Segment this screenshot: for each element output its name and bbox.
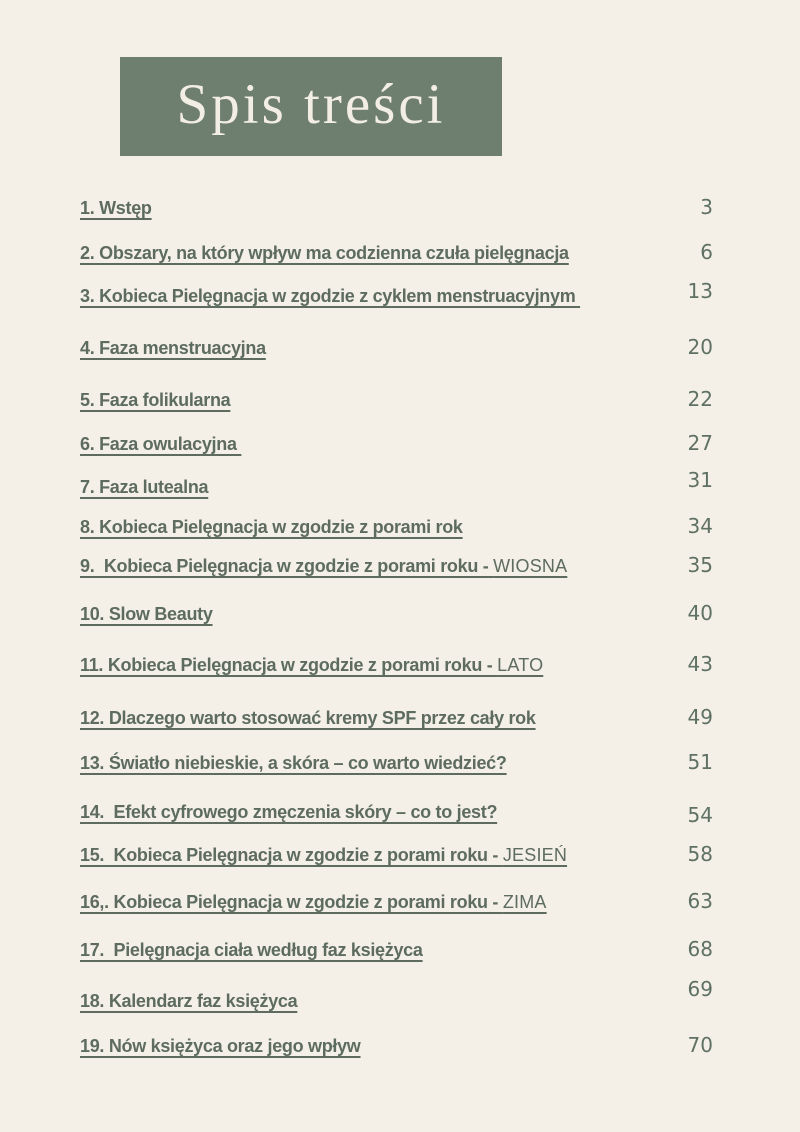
toc-item-label[interactable] [80,197,152,219]
toc-item[interactable] [80,336,713,359]
toc-item[interactable] [80,890,713,913]
toc-item-text: 3. Kobieca Pielęgnacja w zgodzie z cyklem menstruacyjnym [80,286,581,306]
toc-item[interactable] [80,279,713,307]
toc-item[interactable] [80,468,713,498]
toc-item[interactable] [80,388,713,411]
toc-item-label[interactable] [80,555,567,577]
toc-item-page-number: 40 [687,601,713,625]
toc-item[interactable] [80,602,713,625]
toc-item[interactable] [80,800,713,827]
toc-item[interactable] [80,196,713,219]
toc-list [80,0,713,1132]
toc-item-text: 11. Kobieca Pielęgnacja w zgodzie z porami roku - [80,655,498,675]
toc-item-page-number: 51 [687,750,713,774]
toc-item-label[interactable] [80,844,567,866]
toc-item-page-number: 54 [687,803,713,827]
toc-item-page-number: 63 [687,889,713,913]
toc-item-text: 7. Faza lutealna [80,477,209,497]
toc-item[interactable] [80,706,713,729]
toc-item[interactable] [80,938,713,961]
toc-item-season: LATO [497,655,544,675]
toc-item-label[interactable] [80,389,230,411]
toc-item[interactable] [80,241,713,264]
toc-item-page-number: 58 [687,842,713,866]
toc-item-page-number: 43 [687,652,713,676]
toc-item-label[interactable] [80,752,507,774]
toc-item-label[interactable] [80,476,208,498]
toc-item-page-number: 3 [700,195,713,219]
toc-item-text: 12. Dlaczego warto stosować kremy SPF przez cały rok [80,708,536,728]
toc-item[interactable] [80,515,713,538]
toc-item-page-number: 31 [687,468,713,492]
toc-item-text: 16,. Kobieca Pielęgnacja w zgodzie z porami roku - [80,892,503,912]
toc-item-text: 2. Obszary, na który wpływ ma codzienna czuła pielęgnacja [80,243,569,263]
toc-item-page-number: 68 [687,937,713,961]
toc-item-page-number: 34 [687,514,713,538]
toc-item-text: 6. Faza owulacyjna [80,434,242,454]
toc-item-text: 18. Kalendarz faz księżyca [80,991,298,1011]
toc-item-season: JESIEŃ [502,845,568,865]
toc-item-label[interactable] [80,516,463,538]
toc-item-text: 13. Światło niebieskie, a skóra – co warto wiedzieć? [80,753,507,773]
toc-item[interactable] [80,843,713,866]
toc-item-page-number: 70 [687,1033,713,1057]
toc-item-text: 15. Kobieca Pielęgnacja w zgodzie z porami roku - [80,845,503,865]
toc-item-page-number: 20 [687,335,713,359]
toc-item-page-number: 49 [687,705,713,729]
toc-item-page-number: 22 [687,387,713,411]
toc-item[interactable] [80,751,713,774]
toc-item-label[interactable] [80,242,569,264]
toc-item-page-number: 69 [687,977,713,1001]
toc-item-text: 4. Faza menstruacyjna [80,338,266,358]
toc-item[interactable] [80,432,713,455]
toc-item-label[interactable] [80,433,241,455]
toc-item[interactable] [80,554,713,577]
toc-item[interactable] [80,1034,713,1057]
toc-item-label[interactable] [80,801,497,823]
toc-item-text: 17. Pielęgnacja ciała według faz księżyca [80,940,423,960]
toc-item-page-number: 27 [687,431,713,455]
toc-item-season: WIOSNA [493,556,568,576]
toc-item-season: ZIMA [502,892,547,912]
toc-item-text: 8. Kobieca Pielęgnacja w zgodzie z porami rok [80,517,463,537]
toc-item-label[interactable] [80,891,547,913]
toc-item-label[interactable] [80,939,423,961]
toc-item-text: 5. Faza folikularna [80,390,231,410]
toc-item-label[interactable] [80,1035,361,1057]
toc-item-page-number: 35 [687,553,713,577]
toc-item[interactable] [80,977,713,1012]
toc-item-label[interactable] [80,654,543,676]
toc-item-label[interactable] [80,285,580,307]
toc-item-label[interactable] [80,707,536,729]
toc-item-label[interactable] [80,337,266,359]
toc-item-text: 19. Nów księżyca oraz jego wpływ [80,1036,361,1056]
toc-item-text: 9. Kobieca Pielęgnacja w zgodzie z porami roku - [80,556,494,576]
toc-item-label[interactable] [80,603,213,625]
page-title: Spis treści [176,73,446,136]
toc-item-label[interactable] [80,990,297,1012]
toc-item-page-number: 6 [700,240,713,264]
toc-item-text: 10. Slow Beauty [80,604,213,624]
toc-item-text: 14. Efekt cyfrowego zmęczenia skóry – co to jest? [80,802,498,822]
toc-item-page-number: 13 [687,279,713,303]
toc-item-text: 1. Wstęp [80,198,152,218]
toc-item[interactable] [80,653,713,676]
